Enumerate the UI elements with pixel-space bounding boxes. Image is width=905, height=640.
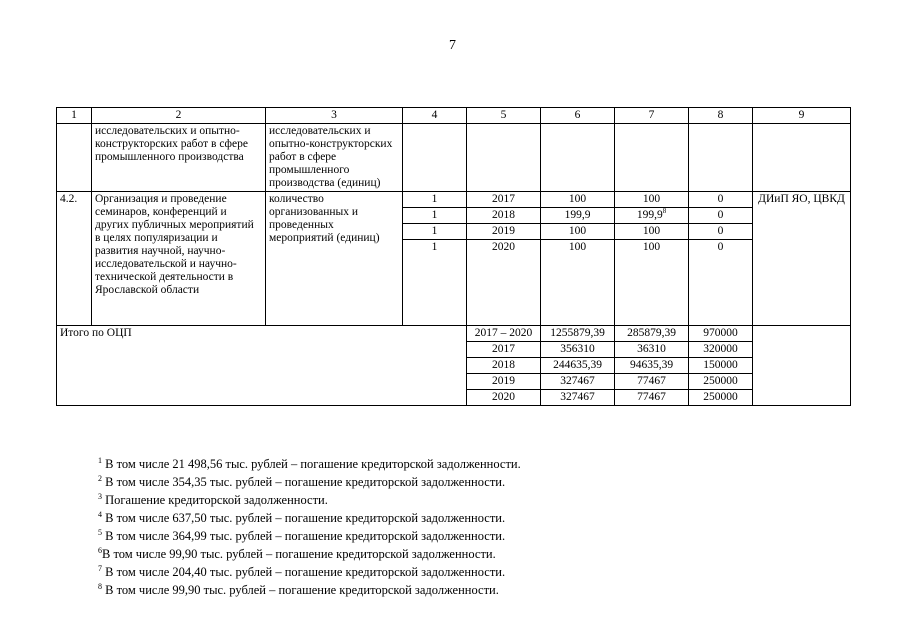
amount-total: 199,9 <box>541 208 615 224</box>
year-cell: 2017 <box>467 192 541 208</box>
footnote <box>98 545 521 563</box>
indicator-value: 1 <box>403 192 467 208</box>
amount-regional: 285879,39 <box>615 326 689 342</box>
footnote <box>98 527 521 545</box>
indicator-value: 1 <box>403 208 467 224</box>
year-cell: 2018 <box>467 358 541 374</box>
footnote <box>98 491 521 509</box>
amount-regional-value: 199,9 <box>636 209 663 221</box>
cell-empty <box>615 124 689 192</box>
footnote-text: В том числе 99,90 тыс. рублей – погашение кредиторской задолженности. <box>105 583 499 597</box>
footnote <box>98 581 521 599</box>
year-cell: 2020 <box>467 390 541 406</box>
year-cell: 2018 <box>467 208 541 224</box>
item-executor: ДИиП ЯО, ЦВКД <box>753 192 851 326</box>
footnote-number: 6 <box>98 545 102 555</box>
footnote-number: 4 <box>98 509 102 519</box>
amount-regional <box>615 192 689 208</box>
amount-regional: 94635,39 <box>615 358 689 374</box>
cell-empty <box>467 124 541 192</box>
amount-regional-value: 100 <box>642 241 661 253</box>
amount-total: 100 <box>541 224 615 240</box>
year-cell: 2019 <box>467 224 541 240</box>
footnote <box>98 473 521 491</box>
amount-other: 0 <box>689 240 753 326</box>
cell-empty <box>753 326 851 406</box>
total-row <box>57 326 851 342</box>
footnote <box>98 563 521 581</box>
amount-regional-value: 100 <box>642 193 661 205</box>
amount-total: 1255879,39 <box>541 326 615 342</box>
amount-other: 970000 <box>689 326 753 342</box>
amount-total: 327467 <box>541 374 615 390</box>
cell-empty <box>689 124 753 192</box>
header-row <box>57 108 851 124</box>
amount-other: 0 <box>689 192 753 208</box>
year-cell: 2019 <box>467 374 541 390</box>
header-cell: 1 <box>57 108 92 124</box>
footnotes <box>98 455 521 599</box>
footnote-text: В том числе 354,35 тыс. рублей – погашение кредиторской задолженности. <box>105 475 506 489</box>
table-row <box>57 192 851 208</box>
amount-other: 150000 <box>689 358 753 374</box>
amount-total: 327467 <box>541 390 615 406</box>
amount-other: 320000 <box>689 342 753 358</box>
footnote-number: 5 <box>98 527 102 537</box>
amount-other: 0 <box>689 224 753 240</box>
amount-regional <box>615 224 689 240</box>
footnote-ref: 8 <box>662 207 667 216</box>
amount-other: 250000 <box>689 374 753 390</box>
footnote-text: В том числе 637,50 тыс. рублей – погашение кредиторской задолженности. <box>105 511 506 525</box>
cell-empty <box>753 124 851 192</box>
header-cell: 4 <box>403 108 467 124</box>
indicator-value: 1 <box>403 224 467 240</box>
amount-regional: 77467 <box>615 390 689 406</box>
amount-other: 250000 <box>689 390 753 406</box>
footnote <box>98 509 521 527</box>
cell-empty <box>541 124 615 192</box>
footnote-text: В том числе 364,99 тыс. рублей – погашение кредиторской задолженности. <box>105 529 506 543</box>
item-name: Организация и проведение семинаров, конференций и других публичных мероприятий в целях популяризации и развития научной, научно-исследовательской и научно-технической деятельности в Ярославской области <box>92 192 266 326</box>
amount-total: 244635,39 <box>541 358 615 374</box>
footnote-number: 8 <box>98 581 102 591</box>
amount-regional: 36310 <box>615 342 689 358</box>
continuation-indicator: исследовательских и опытно-конструкторских работ в сфере промышленного производства (единиц) <box>266 124 403 192</box>
header-cell: 9 <box>753 108 851 124</box>
footnote-text: Погашение кредиторской задолженности. <box>105 493 328 507</box>
amount-total: 356310 <box>541 342 615 358</box>
header-cell: 8 <box>689 108 753 124</box>
cell-empty <box>403 124 467 192</box>
amount-other: 0 <box>689 208 753 224</box>
total-label: Итого по ОЦП <box>57 326 467 406</box>
header-cell: 2 <box>92 108 266 124</box>
item-number: 4.2. <box>57 192 92 326</box>
footnote-number: 7 <box>98 563 102 573</box>
page-number: 7 <box>449 38 456 53</box>
footnote-number: 1 <box>98 455 102 465</box>
year-cell: 2020 <box>467 240 541 326</box>
header-cell: 7 <box>615 108 689 124</box>
amount-regional <box>615 208 689 224</box>
amount-regional: 77467 <box>615 374 689 390</box>
year-cell: 2017 <box>467 342 541 358</box>
amount-total: 100 <box>541 240 615 326</box>
indicator-value: 1 <box>403 240 467 326</box>
cell-empty <box>57 124 92 192</box>
footnote <box>98 455 521 473</box>
footnote-number: 2 <box>98 473 102 483</box>
header-cell: 5 <box>467 108 541 124</box>
continuation-name: исследовательских и опытно-конструкторских работ в сфере промышленного производства <box>92 124 266 192</box>
amount-total: 100 <box>541 192 615 208</box>
footnote-text: В том числе 204,40 тыс. рублей – погашение кредиторской задолженности. <box>105 565 506 579</box>
amount-regional-value: 100 <box>642 225 661 237</box>
item-indicator: количество организованных и проведенных мероприятий (единиц) <box>266 192 403 326</box>
footnote-number: 3 <box>98 491 102 501</box>
year-cell: 2017 – 2020 <box>467 326 541 342</box>
footnote-text: В том числе 99,90 тыс. рублей – погашение кредиторской задолженности. <box>102 547 496 561</box>
program-table <box>56 107 851 406</box>
footnote-text: В том числе 21 498,56 тыс. рублей – погашение кредиторской задолженности. <box>105 457 521 471</box>
amount-regional <box>615 240 689 326</box>
header-cell: 6 <box>541 108 615 124</box>
header-cell: 3 <box>266 108 403 124</box>
continuation-row <box>57 124 851 192</box>
